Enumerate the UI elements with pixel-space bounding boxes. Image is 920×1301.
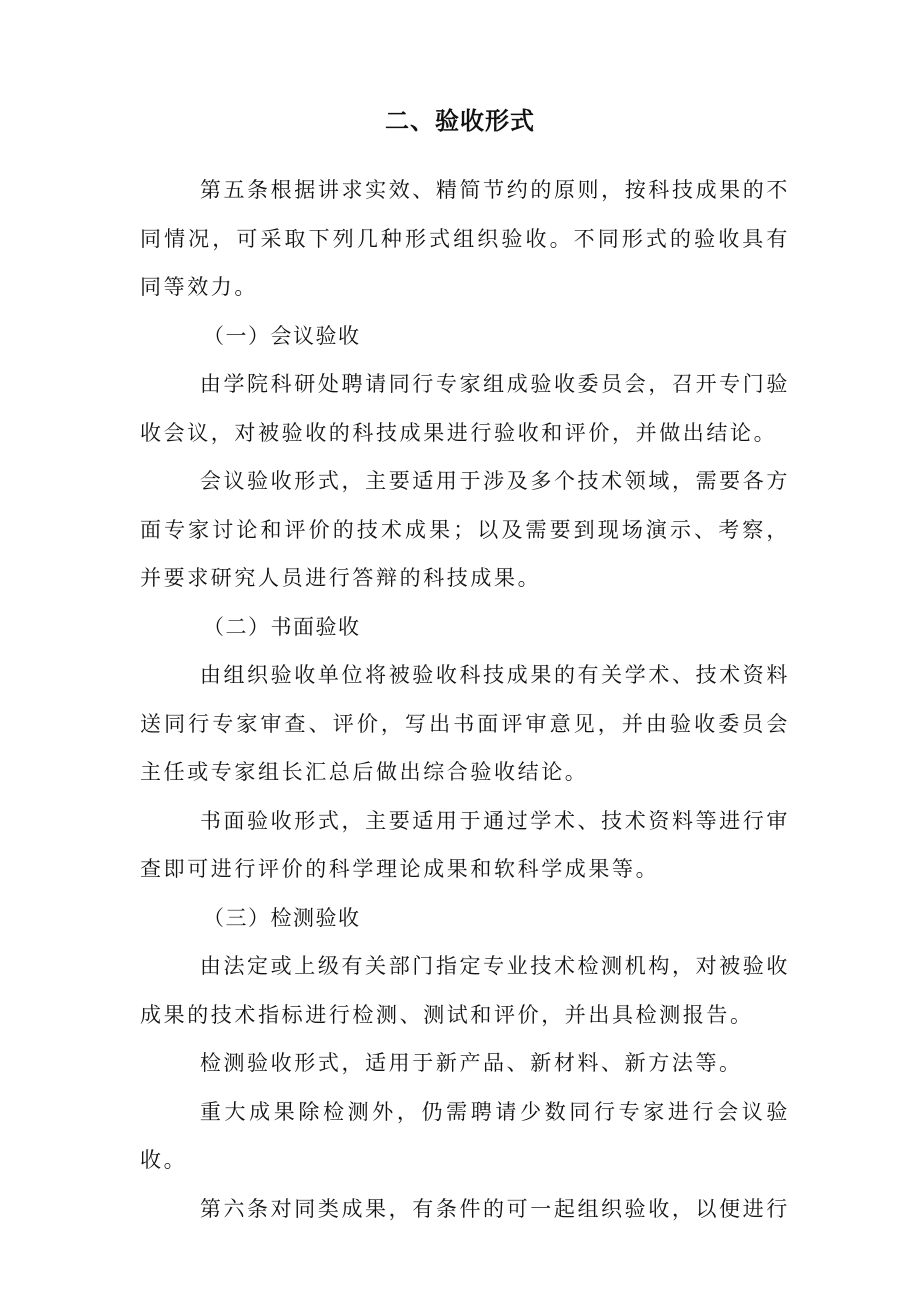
paragraph-testing-scope: 检测验收形式，适用于新产品、新材料、新方法等。 — [199, 1051, 743, 1075]
document-body — [140, 166, 790, 1233]
paragraph-article-6: 第六条对同类成果，有条件的可一起组织验收，以便进行 — [199, 1196, 790, 1221]
paragraph-major-results: 重大成果除检测外，仍需聘请少数同行专家进行会议验收。 — [140, 1099, 790, 1172]
paragraph-written-procedure: 由组织验收单位将被验收科技成果的有关学术、技术资料送同行专家审查、评价，写出书面评审意见，并由验收委员会主任或专家组长汇总后做出综合验收结论。 — [140, 663, 790, 784]
paragraph-written-scope: 书面验收形式，主要适用于通过学术、技术资料等进行审查即可进行评价的科学理论成果和软科学成果等。 — [140, 808, 790, 881]
paragraph-meeting-procedure: 由学院科研处聘请同行专家组成验收委员会，召开专门验收会议，对被验收的科技成果进行验收和评价，并做出结论。 — [140, 372, 790, 445]
subheading-written-acceptance: （二）书面验收 — [203, 614, 361, 639]
paragraph-testing-procedure: 由法定或上级有关部门指定专业技术检测机构，对被验收成果的技术指标进行检测、测试和评价，并出具检测报告。 — [140, 954, 790, 1027]
section-title: 二、验收形式 — [385, 107, 535, 135]
paragraph-article-5: 第五条根据讲求实效、精简节约的原则，按科技成果的不同情况，可采取下列几种形式组织验收。不同形式的验收具有同等效力。 — [140, 178, 790, 299]
subheading-meeting-acceptance: （一）会议验收 — [203, 323, 361, 348]
subheading-testing-acceptance: （三）检测验收 — [203, 905, 361, 930]
paragraph-meeting-scope: 会议验收形式，主要适用于涉及多个技术领域，需要各方面专家讨论和评价的技术成果；以及需要到现场演示、考察，并要求研究人员进行答辩的科技成果。 — [140, 469, 790, 590]
